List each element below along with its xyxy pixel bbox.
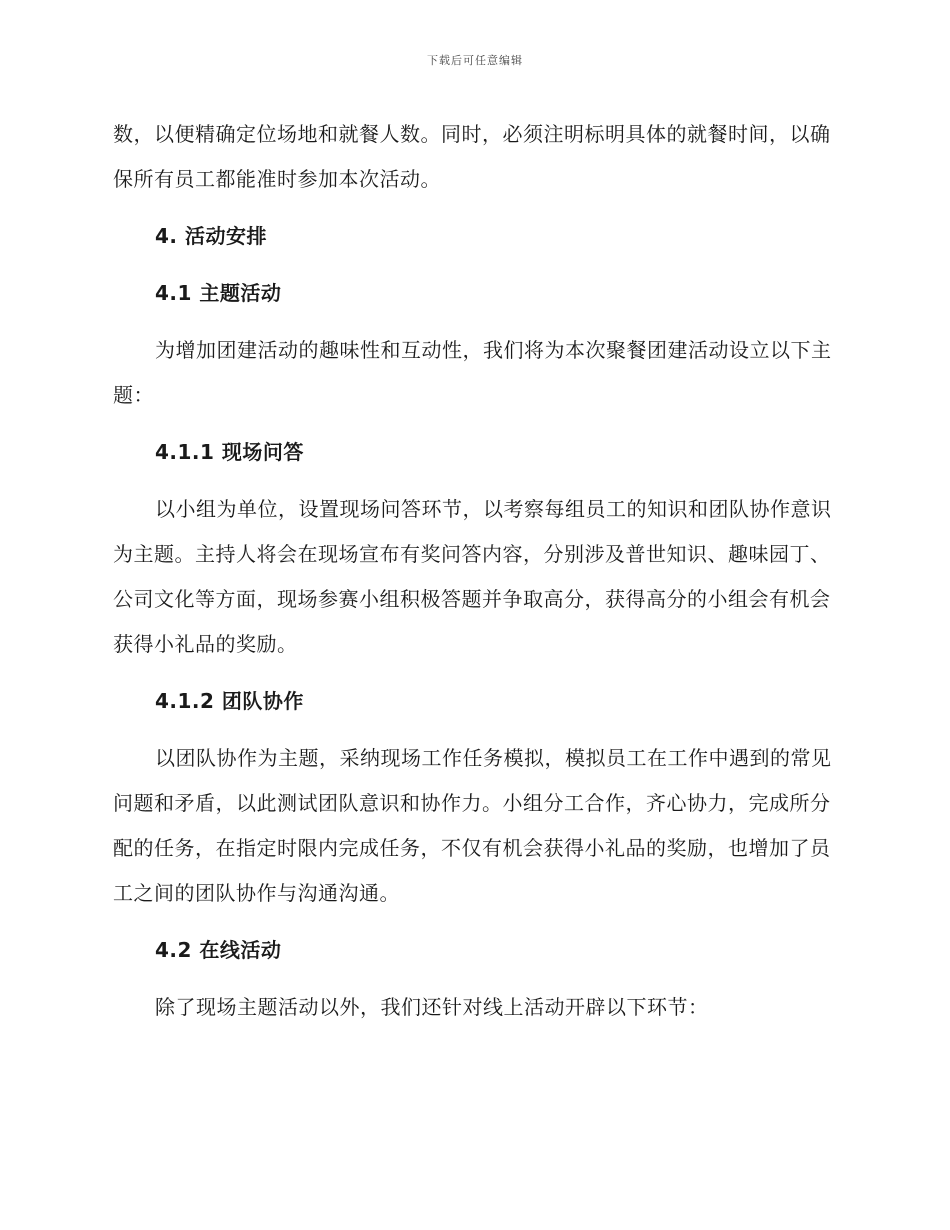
- heading-4-1-theme-activity: 4.1 主题活动: [155, 281, 282, 305]
- paragraph-onsite-quiz: 以小组为单位，设置现场问答环节，以考察每组员工的知识和团队协作意识为主题。主持人将会在现场宣布有奖问答内容，分别涉及普世知识、趣味园丁、公司文化等方面，现场参赛小组积极答题并争取高分，获得高分的小组会有机会获得小礼品的奖励。: [113, 497, 832, 656]
- paragraph-online-activity: 除了现场主题活动以外，我们还针对线上活动开辟以下环节：: [155, 995, 709, 1019]
- heading-4-1-2-team-collaboration: 4.1.2 团队协作: [155, 689, 304, 713]
- document-body: [113, 112, 833, 1030]
- paragraph-continuation: 数，以便精确定位场地和就餐人数。同时，必须注明标明具体的就餐时间，以确保所有员工都能准时参加本次活动。: [113, 122, 831, 191]
- paragraph-theme-intro: 为增加团建活动的趣味性和互动性，我们将为本次聚餐团建活动设立以下主题：: [113, 338, 832, 407]
- paragraph-team-collaboration: 以团队协作为主题，采纳现场工作任务模拟，模拟员工在工作中遇到的常见问题和矛盾，以此测试团队意识和协作力。小组分工合作，齐心协力，完成所分配的任务，在指定时限内完成任务，不仅有机会获得小礼品的奖励，也增加了员工之间的团队协作与沟通沟通。: [113, 746, 832, 905]
- heading-4-2-online-activity: 4.2 在线活动: [155, 938, 282, 962]
- heading-4-1-1-onsite-quiz: 4.1.1 现场问答: [155, 440, 304, 464]
- heading-4-activity-arrangement: 4. 活动安排: [155, 224, 267, 248]
- page-header: 下载后可任意编辑: [427, 54, 523, 67]
